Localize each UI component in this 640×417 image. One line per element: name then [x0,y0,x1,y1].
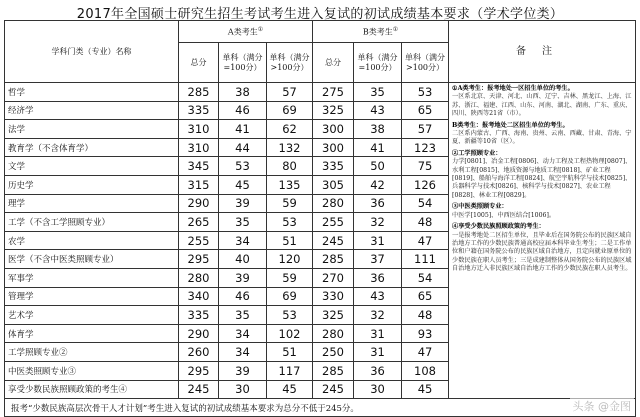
b-total-cell: 250 [313,343,354,362]
remarks-notes [449,83,636,399]
a-single-gt100-cell: 51 [267,231,313,250]
a-single-100-cell: 53 [219,157,267,176]
a-total-cell: 260 [179,343,219,362]
b-single-gt100-cell: 53 [402,83,449,102]
a-single-100-cell: 40 [219,250,267,269]
subject-cell: 体育学 [5,324,179,343]
b-single-gt100-cell: 47 [402,231,449,250]
b-single-gt100-header: 单科（满分>100分） [402,43,449,83]
note-body: 一区系北京、天津、河北、山西、辽宁、吉林、黑龙江、上海、江苏、浙江、福建、江西、山东、河南、湖北、湖南、广东、重庆、四川、陕西等21省（市）。 [452,93,632,118]
subject-cell: 中医类照顾专业③ [5,361,179,380]
a-single-gt100-cell: 59 [267,194,313,213]
note-heading: ②工学照顾专业： [452,149,502,157]
a-single-100-cell: 38 [219,83,267,102]
note-body: 二区系内蒙古、广西、海南、贵州、云南、西藏、甘肃、青海、宁夏、新疆等10省（区）。 [452,130,632,146]
b-single-100-cell: 35 [354,83,402,102]
a-single-gt100-cell: 62 [267,120,313,139]
a-single-100-cell: 34 [219,324,267,343]
b-total-cell: 280 [313,194,354,213]
a-total-cell: 290 [179,324,219,343]
a-single-gt100-cell: 102 [267,324,313,343]
note-body: 力学[0801]、冶金工程[0806]、动力工程及工程热物理[0807]、水利工程[0815]、地质资源与地质工程[0818]、矿业工程[0819]、船舶与海洋工程[0824]、航空宇航科学与技术[0825]、兵器科学与技术[0826]、核科学与技术[0827]、农业工程[0828]、林业工程[0829]。 [452,158,632,199]
b-single-gt100-cell: 54 [402,194,449,213]
a-single-100-header: 单科（满分=100分） [219,43,267,83]
a-single-100-cell: 39 [219,361,267,380]
page-title: 2017年全国硕士研究生招生考试考生进入复试的初试成绩基本要求（学术学位类） [76,7,564,22]
a-total-cell: 265 [179,213,219,232]
note-item [452,223,632,273]
a-single-gt100-cell: 80 [267,157,313,176]
note-item [452,203,632,220]
note-body: 一是报考地处二区招生单位，且毕业后在国务院公布的民族区域自治地方工作的少数民族普通高校应届本科毕业生考生；二是工作单位和户籍在国务院公布的民族区域自治地方，且定向就业原单位的少数民族在职人员考生；三是成建制整体从国务院公布的民族区域自治地方迁入非民族区域自治地方工作的少数民族在职人员考生。 [452,231,632,273]
note-item [452,85,632,119]
a-single-gt100-cell: 53 [267,306,313,325]
note-heading: B类考生：报考地处二区招生单位的考生。 [452,121,569,129]
subject-cell: 享受少数民族照顾政策的考生④ [5,380,179,399]
b-total-cell: 270 [313,268,354,287]
b-single-100-cell: 43 [354,101,402,120]
b-total-cell: 305 [313,175,354,194]
b-single-100-header: 单科（满分=100分） [354,43,402,83]
a-single-100-cell: 34 [219,231,267,250]
b-single-gt100-cell: 48 [402,213,449,232]
b-total-cell: 285 [313,361,354,380]
b-total-cell: 280 [313,324,354,343]
b-single-100-cell: 42 [354,175,402,194]
a-single-100-cell: 30 [219,380,267,399]
b-single-100-cell: 36 [354,268,402,287]
b-single-gt100-cell: 65 [402,287,449,306]
b-single-100-cell: 41 [354,138,402,157]
a-total-cell: 345 [179,157,219,176]
subject-cell: 经济学 [5,101,179,120]
subject-cell: 文学 [5,157,179,176]
a-single-gt100-cell: 132 [267,138,313,157]
b-single-gt100-cell: 93 [402,324,449,343]
note-heading: ④享受少数民族照顾政策的考生： [452,223,545,231]
b-single-gt100-cell: 123 [402,138,449,157]
a-total-cell: 285 [179,83,219,102]
b-total-cell: 325 [313,101,354,120]
a-single-100-cell: 35 [219,306,267,325]
a-single-100-cell: 41 [219,120,267,139]
a-single-gt100-cell: 51 [267,343,313,362]
a-total-header: 总分 [179,43,219,83]
b-single-gt100-cell: 75 [402,157,449,176]
a-total-cell: 310 [179,120,219,139]
b-single-100-cell: 37 [354,250,402,269]
a-total-cell: 315 [179,175,219,194]
a-total-cell: 335 [179,306,219,325]
b-total-cell: 275 [313,83,354,102]
b-total-cell: 325 [313,306,354,325]
b-single-100-cell: 30 [354,380,402,399]
subject-cell: 哲学 [5,83,179,102]
b-single-gt100-cell: 48 [402,306,449,325]
a-single-gt100-cell: 120 [267,250,313,269]
a-total-cell: 280 [179,268,219,287]
a-single-100-cell: 44 [219,138,267,157]
a-single-100-cell: 34 [219,343,267,362]
a-single-gt100-cell: 57 [267,83,313,102]
a-total-cell: 255 [179,231,219,250]
a-single-100-cell: 45 [219,175,267,194]
a-total-cell: 290 [179,194,219,213]
group-b-header: B类考生① [313,21,449,43]
b-total-cell: 245 [313,380,354,399]
a-single-gt100-cell: 53 [267,213,313,232]
b-single-gt100-cell: 65 [402,101,449,120]
b-single-100-cell: 50 [354,157,402,176]
b-total-cell: 335 [313,157,354,176]
b-single-gt100-cell: 57 [402,120,449,139]
a-single-100-cell: 46 [219,287,267,306]
subject-cell: 医学（不含中医类照顾专业） [5,250,179,269]
footnote: 报考“少数民族高层次骨干人才计划”考生进入复试的初试成绩基本要求为总分不低于245分。 [5,399,636,417]
b-single-gt100-cell: 47 [402,343,449,362]
watermark: 头条 @金图 [570,397,635,415]
subject-cell: 管理学 [5,287,179,306]
table-row [5,83,636,102]
a-total-cell: 295 [179,361,219,380]
b-single-100-cell: 36 [354,361,402,380]
b-total-cell: 245 [313,231,354,250]
b-total-cell: 330 [313,287,354,306]
a-single-100-cell: 46 [219,101,267,120]
a-total-cell: 335 [179,101,219,120]
b-total-header: 总分 [313,43,354,83]
b-single-100-cell: 31 [354,343,402,362]
a-single-gt100-cell: 69 [267,101,313,120]
note-item [452,150,632,200]
note-item [452,122,632,147]
a-single-gt100-cell: 59 [267,268,313,287]
b-total-cell: 255 [313,213,354,232]
b-single-100-cell: 38 [354,120,402,139]
b-single-gt100-cell: 45 [402,380,449,399]
group-a-header: A类考生① [179,21,313,43]
note-body: 中医学[1005]、中西医结合[1006]。 [452,211,556,219]
a-single-100-cell: 39 [219,268,267,287]
subject-cell: 历史学 [5,175,179,194]
subject-cell: 艺术学 [5,306,179,325]
a-total-cell: 245 [179,380,219,399]
note-heading: ③中医类照顾专业： [452,203,508,211]
subject-cell: 理学 [5,194,179,213]
a-single-gt100-cell: 117 [267,361,313,380]
b-total-cell: 300 [313,120,354,139]
subject-cell: 工学（不含工学照顾专业） [5,213,179,232]
a-single-gt100-cell: 135 [267,175,313,194]
note-heading: ①A类考生：报考地处一区招生单位的考生。 [452,85,574,92]
score-table [4,20,636,417]
a-single-gt100-cell: 45 [267,380,313,399]
b-single-100-cell: 31 [354,231,402,250]
b-single-gt100-cell: 54 [402,268,449,287]
b-single-100-cell: 43 [354,287,402,306]
a-single-gt100-header: 单科（满分>100分） [267,43,313,83]
subject-cell: 教育学（不含体育学） [5,138,179,157]
a-single-100-cell: 35 [219,213,267,232]
b-single-100-cell: 32 [354,306,402,325]
b-single-gt100-cell: 111 [402,250,449,269]
a-single-100-cell: 39 [219,194,267,213]
subject-header: 学科门类（专业）名称 [5,21,179,83]
b-single-gt100-cell: 108 [402,361,449,380]
subject-cell: 农学 [5,231,179,250]
a-total-cell: 295 [179,250,219,269]
a-total-cell: 340 [179,287,219,306]
b-single-100-cell: 36 [354,194,402,213]
subject-cell: 工学照顾专业② [5,343,179,362]
b-total-cell: 300 [313,138,354,157]
b-single-gt100-cell: 126 [402,175,449,194]
b-single-100-cell: 31 [354,324,402,343]
subject-cell: 军事学 [5,268,179,287]
subject-cell: 法学 [5,120,179,139]
a-single-gt100-cell: 69 [267,287,313,306]
a-total-cell: 310 [179,138,219,157]
remarks-header: 备注 [449,21,636,83]
b-single-100-cell: 32 [354,213,402,232]
b-total-cell: 285 [313,250,354,269]
